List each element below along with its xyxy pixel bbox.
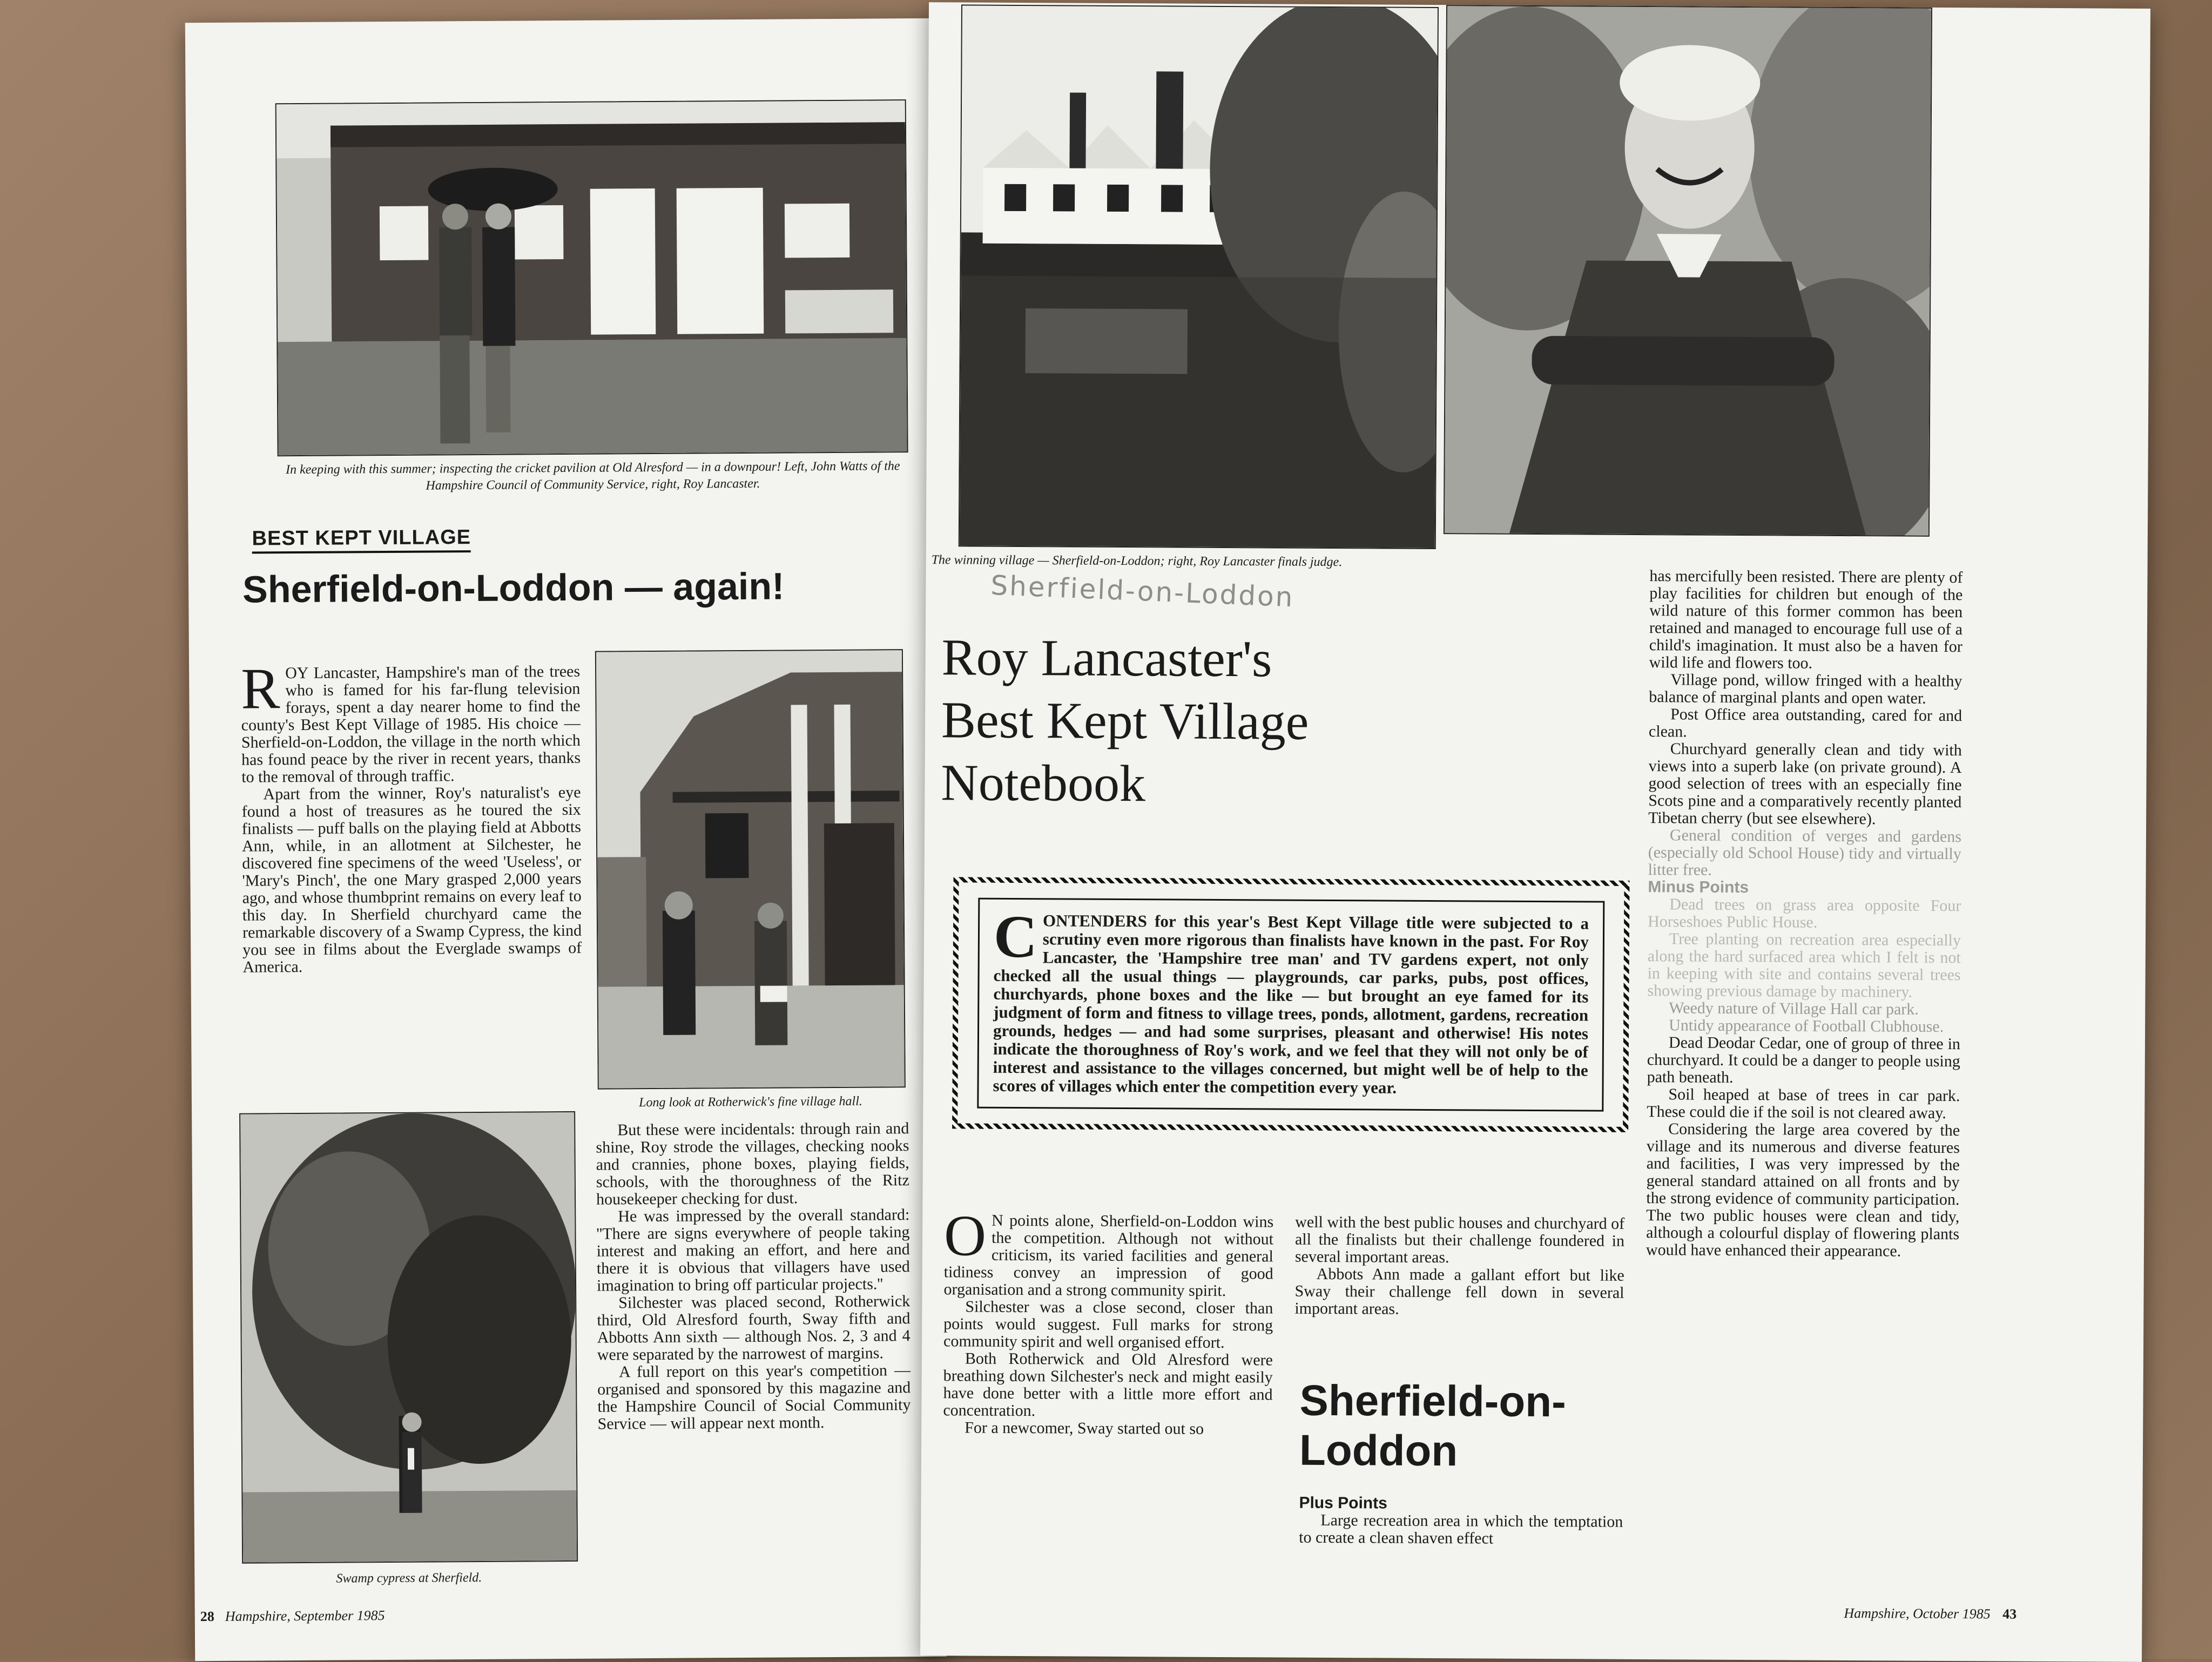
col1-paragraph-2: Silchester was a close second, closer than points would suggest. Full marks for strong community spirit and well organised effort.	[943, 1298, 1273, 1352]
photo-roy-lancaster	[1444, 5, 1932, 537]
col3-paragraph-1: has mercifully been resisted. There are plenty of play facilities for children but enough of the wild nature of this former common has been retained and managed to encourage full use of a child's imagination. It must also be a haven for wild life and flowers too.	[1649, 567, 1963, 672]
title-line-1: Roy Lancaster's	[941, 628, 1272, 688]
photo-village-hall-caption: Long look at Rotherwick's fine village hall.	[639, 1094, 862, 1110]
plus-points-block	[1299, 1495, 1623, 1548]
intro-paragraph-1: OY Lancaster, Hampshire's man of the trees who is famed for his far-flung television forays, spent a day nearer home to find the county's Best Kept Village of 1985. His choice — Sherfield-on-Loddon, the village in the north which has found peace by the river in recent years, thanks to the removal of through traffic.	[241, 662, 581, 786]
minus-paragraph-4: Untidy appearance of Football Clubhouse.	[1669, 1016, 1944, 1036]
handwritten-note: Sherfield-on-Loddon	[990, 569, 1295, 613]
winning-village-illustration	[960, 5, 1438, 548]
minus-paragraph-7: Considering the large area covered by the village and its numerous and diverse features and facilities, I was very impressed by the general standard attained on all fronts and by the strong evidence of community participation. The two public houses were clean and tidy, although a colourful display of flowering plants would have enhanced their appearance.	[1645, 1120, 1960, 1260]
box-drop-cap: C	[993, 903, 1038, 971]
intro-paragraph-2: Apart from the winner, Roy's naturalist's eye found a host of treasures as he toured the six finalists — puff balls on the playing field at Abbotts Ann, while, in an allotment at Silchester, he discovered fine specimens of the weed 'Useless', or 'Mary's Pinch', the one Mary grasped 2,000 years ago, and whose thumbprint remains on every leaf to this day. In Sherfield churchyard came the remarkable discovery of a Swamp Cypress, the kind you see in films about the Everglade swamps of America.	[241, 783, 582, 976]
title-line-3: Notebook	[941, 753, 1146, 813]
pavilion-illustration	[276, 100, 907, 455]
body-paragraph-2: He was impressed by the overall standard: ''There are signs everywhere of people taking interest and making an effort, and here and there it is obvious that villagers have used imagination to bring off particular projects.''	[596, 1206, 910, 1295]
photos-caption: The winning village — Sherfield-on-Loddon; right, Roy Lancaster finals judge.	[931, 553, 1343, 570]
magazine-page-left	[185, 18, 947, 1661]
swamp-cypress-illustration	[240, 1112, 577, 1563]
folio-left	[200, 1607, 385, 1625]
body-column-2	[596, 1120, 911, 1433]
folio-right	[1844, 1605, 2027, 1623]
body-paragraph-1: But these were incidentals: through rain and shine, Roy strode the villages, checking nooks and crannies, phone boxes, playing fields, schools, with the thoroughness of the Ritz housekeeper checking for dust.	[596, 1119, 909, 1208]
col2-paragraph-2: Abbots Ann made a gallant effort but like Sway their challenge fell down in several important areas.	[1294, 1265, 1624, 1318]
minus-paragraph-6: Soil heaped at base of trees in car park. These could die if the soil is not cleared away.	[1647, 1085, 1960, 1122]
section-label: BEST KEPT VILLAGE	[252, 526, 471, 553]
minus-paragraph-3: Weedy nature of Village Hall car park.	[1669, 999, 1919, 1018]
plus-points-text: Large recreation area in which the temptation to create a clean shaven effect	[1299, 1511, 1623, 1548]
col3-paragraph-5: General condition of verges and gardens (especially old School House) tidy and virtually litter free.	[1648, 826, 1962, 879]
minus-points-label: Minus Points	[1648, 878, 1749, 897]
body-column-2-right	[1294, 1214, 1624, 1319]
col1-paragraph-4: For a newcomer, Sway started out so	[965, 1418, 1204, 1438]
col3-paragraph-3: Post Office area outstanding, cared for and clean.	[1648, 705, 1963, 741]
body-paragraph-3: Silchester was placed second, Rotherwick third, Old Alresford fourth, Sway fifth and Abbotts Ann sixth — although Nos. 2, 3 and 4 were separated by the narrowest of margins.	[597, 1292, 911, 1364]
body-column-3	[1646, 567, 1963, 1260]
minus-paragraph-1: Dead trees on grass area opposite Four Horseshoes Public House.	[1648, 895, 1961, 931]
photo-swamp-cypress	[239, 1111, 578, 1564]
body-drop-cap: O	[943, 1204, 987, 1268]
title-line-2: Best Kept Village	[941, 691, 1309, 751]
intro-box	[952, 877, 1629, 1132]
photo-cricket-pavilion-caption: In keeping with this summer; inspecting the cricket pavilion at Old Alresford — in a downpour! Left, John Watts of the Hampshire Council of Community Service, right, Roy Lancaster.	[285, 459, 900, 493]
headline: Sherfield-on-Loddon — again!	[242, 565, 785, 611]
drop-cap: R	[240, 657, 280, 721]
photo-swamp-cypress-caption: Swamp cypress at Sherfield.	[336, 1570, 482, 1586]
minus-paragraph-5: Dead Deodar Cedar, one of group of three in churchyard. It could be a danger to people using path beneath.	[1647, 1033, 1961, 1086]
village-hall-illustration	[596, 650, 905, 1088]
col3-paragraph-2: Village pond, willow fringed with a healthy balance of marginal plants and open water.	[1649, 671, 1963, 707]
page-number-right: 43	[2002, 1606, 2017, 1622]
article-title	[941, 626, 1309, 816]
photo-winning-village	[959, 4, 1439, 549]
page-number: 28	[200, 1609, 214, 1625]
intro-column	[240, 657, 582, 976]
intro-box-text: ONTENDERS for this year's Best Kept Village title were subjected to a scrutiny even more rigorous than finalists have known in the past. For Roy Lancaster, the 'Hampshire tree man' and TV gardens expert, not only checked all the usual things — playgrounds, car parks, pubs, post offices, churchyards, phone boxes and the like — but brought an eye famed for its judgment of form and fitness to village trees, ponds, allotment, gardens, recreation grounds, hedges — and had some surprises, pleasant and otherwise! His notes indicate the thoroughness of Roy's work, and we feel that they will not only be of interest and assistance to the villages concerned, but might well be of help to the scores of villages which enter the competition every year.	[993, 911, 1589, 1097]
col2-paragraph-1: well with the best public houses and churchyard of all the finalists but their challenge foundered in several important areas.	[1294, 1213, 1625, 1267]
issue-line: Hampshire, September 1985	[225, 1607, 385, 1624]
minus-paragraph-2: Tree planting on recreation area especially along the hard surfaced area which I felt is not in keeping with site and contains several trees showing previous damage by machinery.	[1647, 930, 1961, 1001]
plus-points-label: Plus Points	[1299, 1494, 1387, 1512]
subhead-sherfield: Sherfield-on-Loddon	[1299, 1376, 1567, 1475]
portrait-illustration	[1445, 6, 1931, 536]
body-column-1	[943, 1204, 1274, 1438]
magazine-page-right	[920, 2, 2150, 1662]
photo-cricket-pavilion	[275, 99, 908, 456]
col3-paragraph-4: Churchyard generally clean and tidy with views into a superb lake (on private ground). A good selection of trees with an especially fine Scots pine and a comparatively recently planted Tibetan cherry (but see elsewhere).	[1648, 740, 1962, 828]
col1-paragraph-1: N points alone, Sherfield-on-Loddon wins the competition. Although not without criticism, its varied facilities and general tidiness convey an impression of good organisation and a strong community spirit.	[943, 1211, 1274, 1300]
col1-paragraph-3: Both Rotherwick and Old Alresford were breathing down Silchester's neck and might easily have done better with a little more effort and concentration.	[943, 1349, 1273, 1420]
body-paragraph-4: A full report on this year's competition — organised and sponsored by this magazine and the Hampshire Council of Social Community Service — will appear next month.	[597, 1361, 911, 1433]
issue-line-right: Hampshire, October 1985	[1844, 1605, 1991, 1622]
photo-village-hall	[595, 649, 906, 1089]
intro-box-inner	[977, 898, 1604, 1112]
